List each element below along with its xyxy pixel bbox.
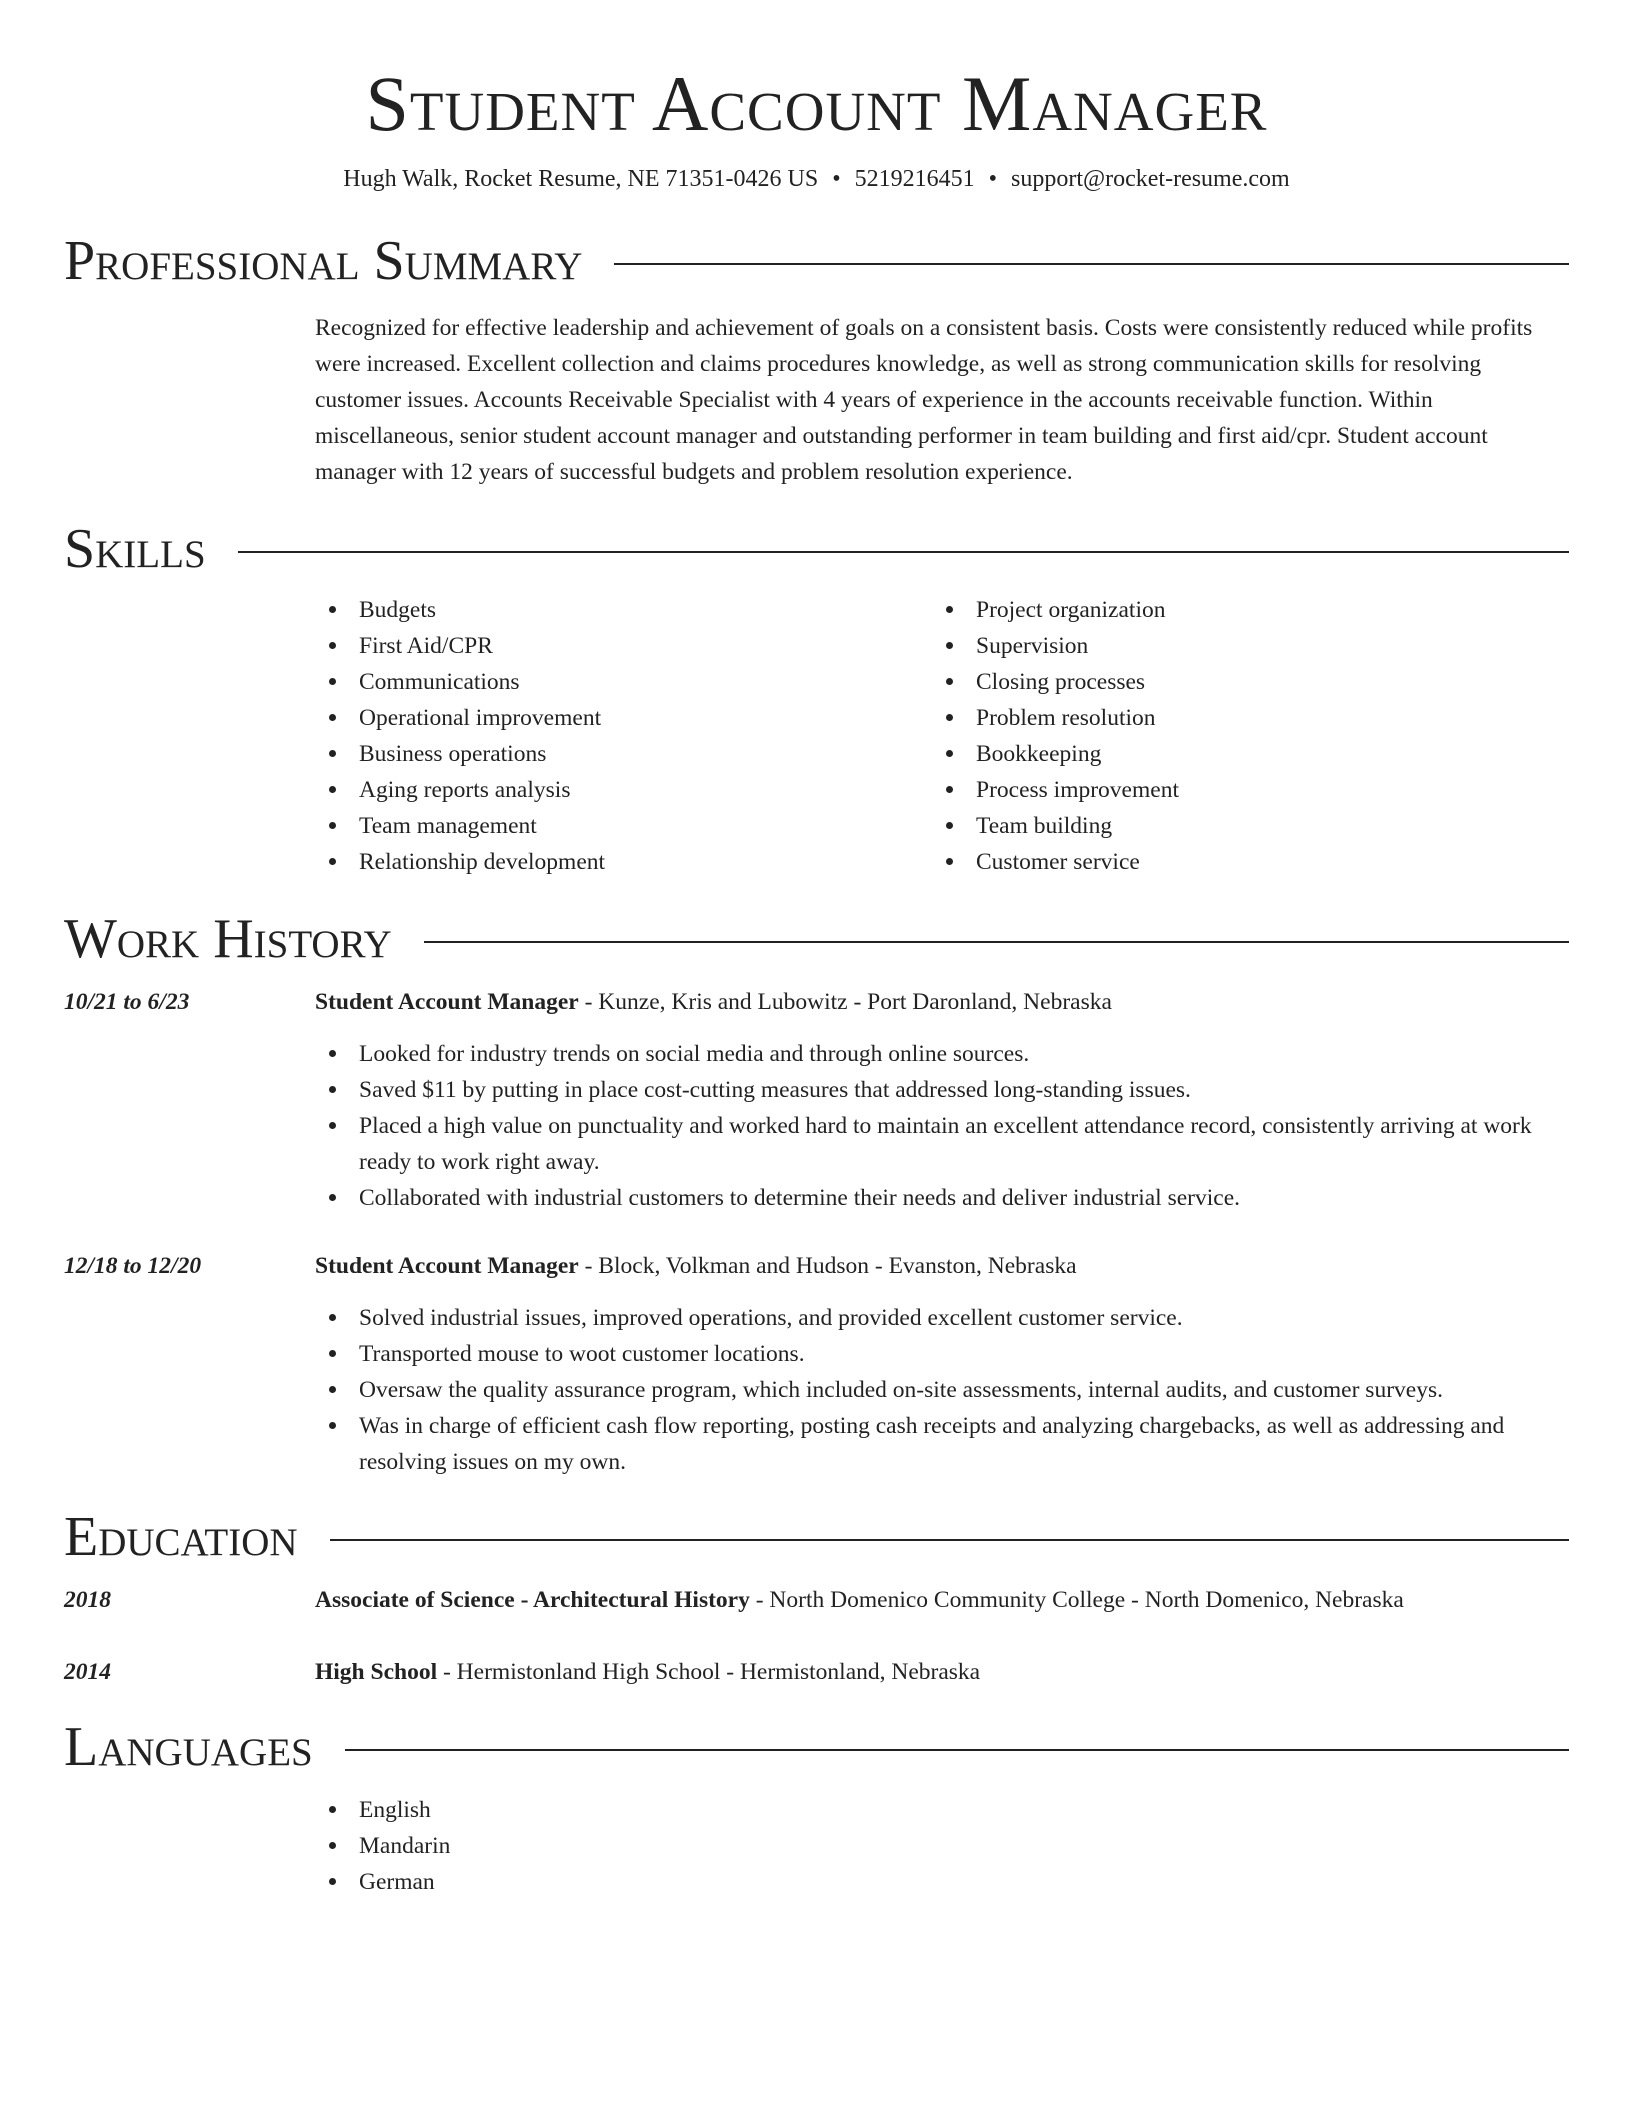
- skill-text: Relationship development: [359, 849, 606, 875]
- skill-item: [932, 592, 1179, 628]
- education-entry: [64, 1654, 1569, 1690]
- skill-text: Bookkeeping: [976, 741, 1102, 767]
- job-bullet-text: Solved industrial issues, improved operations, and provided excellent customer service.: [359, 1305, 1183, 1331]
- job-bullet-text: Was in charge of efficient cash flow reporting, posting cash receipts and analyzing chargebacks, as well as addressing and resolving issues on my own.: [359, 1413, 1505, 1475]
- job-title-line: [315, 984, 1112, 1020]
- skill-item: [315, 628, 932, 664]
- bullet-icon: [329, 1194, 336, 1201]
- bullet-icon: [329, 786, 336, 793]
- summary-heading: Professional Summary: [64, 230, 583, 292]
- skills-column-1: [315, 592, 932, 880]
- skill-item: [932, 736, 1179, 772]
- education-degree: High School: [315, 1659, 438, 1685]
- bullet-icon: [329, 606, 336, 613]
- bullet-icon: [329, 1842, 336, 1849]
- job-bullet: [315, 1180, 1569, 1216]
- bullet-icon: [946, 786, 953, 793]
- language-item: [315, 1792, 1569, 1828]
- skill-text: Budgets: [359, 597, 437, 623]
- job-title: Student Account Manager: [315, 1253, 579, 1279]
- section-divider: [330, 1539, 1569, 1541]
- skill-item: [932, 844, 1179, 880]
- section-divider: [345, 1749, 1569, 1751]
- skill-item: [932, 808, 1179, 844]
- skills-heading: Skills: [64, 518, 206, 580]
- education-entry: [64, 1582, 1569, 1618]
- language-item: [315, 1828, 1569, 1864]
- skill-item: [932, 628, 1179, 664]
- job-bullet: [315, 1072, 1569, 1108]
- section-divider: [614, 263, 1569, 265]
- job-employer: - Block, Volkman and Hudson - Evanston, Nebraska: [578, 1253, 1077, 1279]
- skill-item: [315, 772, 932, 808]
- bullet-icon: [329, 678, 336, 685]
- bullet-icon: [329, 642, 336, 649]
- skill-item: [932, 664, 1179, 700]
- education-line: [315, 1654, 980, 1690]
- skill-text: Communications: [359, 669, 520, 695]
- job-bullet-text: Looked for industry trends on social media and through online sources.: [359, 1041, 1030, 1067]
- language-text: English: [359, 1797, 431, 1823]
- languages-list: [315, 1792, 1569, 1900]
- bullet-icon: [329, 1350, 336, 1357]
- skills-column-2: [932, 592, 1179, 880]
- languages-heading: Languages: [64, 1716, 313, 1778]
- bullet-icon: [946, 714, 953, 721]
- skill-text: Supervision: [976, 633, 1089, 659]
- bullet-icon: [329, 858, 336, 865]
- bullet-icon: [329, 1122, 336, 1129]
- bullet-icon: [946, 642, 953, 649]
- skill-text: Operational improvement: [359, 705, 602, 731]
- section-divider: [424, 941, 1569, 943]
- skills-list: [315, 592, 1569, 880]
- job-entry: [64, 984, 1569, 1020]
- job-bullet-text: Transported mouse to woot customer locations.: [359, 1341, 805, 1367]
- education-degree: Associate of Science - Architectural History: [315, 1587, 750, 1613]
- language-text: German: [359, 1869, 435, 1895]
- bullet-icon: [329, 822, 336, 829]
- language-text: Mandarin: [359, 1833, 451, 1859]
- job-bullet: [315, 1372, 1569, 1408]
- contact-address: Hugh Walk, Rocket Resume, NE 71351-0426 US: [343, 166, 819, 192]
- job-bullet-text: Placed a high value on punctuality and worked hard to maintain an excellent attendance record, consistently arriving at work ready to work right away.: [359, 1113, 1532, 1175]
- language-item: [315, 1864, 1569, 1900]
- bullet-icon: [329, 750, 336, 757]
- job-bullet: [315, 1036, 1569, 1072]
- skill-text: Team management: [359, 813, 537, 839]
- education-line: [315, 1582, 1404, 1618]
- job-bullet-text: Collaborated with industrial customers to determine their needs and deliver industrial service.: [359, 1185, 1240, 1211]
- bullet-icon: [946, 678, 953, 685]
- job-bullet-text: Saved $11 by putting in place cost-cutting measures that addressed long-standing issues.: [359, 1077, 1191, 1103]
- skill-text: Problem resolution: [976, 705, 1156, 731]
- bullet-icon: [329, 1050, 336, 1057]
- summary-section-header: [64, 230, 1569, 292]
- job-bullet: [315, 1300, 1569, 1336]
- bullet-icon: [329, 714, 336, 721]
- languages-section-header: [64, 1716, 1569, 1778]
- skill-text: First Aid/CPR: [359, 633, 493, 659]
- bullet-icon: [329, 1314, 336, 1321]
- skill-text: Process improvement: [976, 777, 1179, 803]
- contact-phone: 5219216451: [854, 166, 975, 192]
- skill-item: [315, 844, 932, 880]
- skill-item: [315, 592, 932, 628]
- job-bullet: [315, 1108, 1569, 1180]
- bullet-icon: [329, 1386, 336, 1393]
- education-school: - North Domenico Community College - North Domenico, Nebraska: [749, 1587, 1404, 1613]
- bullet-icon: [946, 606, 953, 613]
- skill-item: [932, 700, 1179, 736]
- skill-text: Team building: [976, 813, 1113, 839]
- work-section-header: [64, 908, 1569, 970]
- skill-text: Business operations: [359, 741, 547, 767]
- work-heading: Work History: [64, 908, 392, 970]
- education-section-header: [64, 1506, 1569, 1568]
- contact-email: support@rocket-resume.com: [1011, 166, 1290, 192]
- bullet-icon: [329, 1806, 336, 1813]
- job-dates: 12/18 to 12/20: [64, 1253, 202, 1279]
- job-entry: [64, 1248, 1569, 1284]
- job-employer: - Kunze, Kris and Lubowitz - Port Daronland, Nebraska: [578, 989, 1112, 1015]
- skill-text: Customer service: [976, 849, 1140, 875]
- job-dates: 10/21 to 6/23: [64, 989, 190, 1015]
- contact-separator: •: [988, 166, 998, 192]
- job-bullet: [315, 1408, 1569, 1480]
- skill-text: Closing processes: [976, 669, 1146, 695]
- bullet-icon: [946, 822, 953, 829]
- bullet-icon: [946, 750, 953, 757]
- education-year: 2014: [64, 1659, 111, 1685]
- skill-text: Project organization: [976, 597, 1166, 623]
- resume-title: Student Account Manager: [365, 60, 1268, 147]
- skills-section-header: [64, 518, 1569, 580]
- bullet-icon: [329, 1422, 336, 1429]
- contact-separator: •: [832, 166, 841, 192]
- skill-item: [315, 664, 932, 700]
- education-heading: Education: [64, 1506, 298, 1568]
- education-school: - Hermistonland High School - Hermistonland, Nebraska: [437, 1659, 981, 1685]
- job-bullet: [315, 1336, 1569, 1372]
- job-bullet-text: Oversaw the quality assurance program, which included on-site assessments, internal audits, and customer surveys.: [359, 1377, 1443, 1403]
- skill-text: Aging reports analysis: [359, 777, 571, 803]
- bullet-icon: [946, 858, 953, 865]
- summary-text: Recognized for effective leadership and achievement of goals on a consistent basis. Costs were consistently reduced while profits were increased. Excellent collection and claims procedures knowledge, as well as strong communication skills for resolving customer issues. Accounts Receivable Specialist with 4 years of experience in the accounts receivable function. Within miscellaneous, senior student account manager and outstanding performer in team building and first aid/cpr. Student account manager with 12 years of successful budgets and problem resolution experience.: [315, 315, 1533, 485]
- skill-item: [932, 772, 1179, 808]
- job-bullets: [315, 1036, 1569, 1216]
- contact-line: [64, 164, 1569, 194]
- job-title: Student Account Manager: [315, 989, 579, 1015]
- skill-item: [315, 736, 932, 772]
- job-bullets: [315, 1300, 1569, 1480]
- bullet-icon: [329, 1878, 336, 1885]
- skill-item: [315, 808, 932, 844]
- section-divider: [238, 551, 1569, 553]
- bullet-icon: [329, 1086, 336, 1093]
- job-title-line: [315, 1248, 1077, 1284]
- skill-item: [315, 700, 932, 736]
- education-year: 2018: [64, 1587, 111, 1613]
